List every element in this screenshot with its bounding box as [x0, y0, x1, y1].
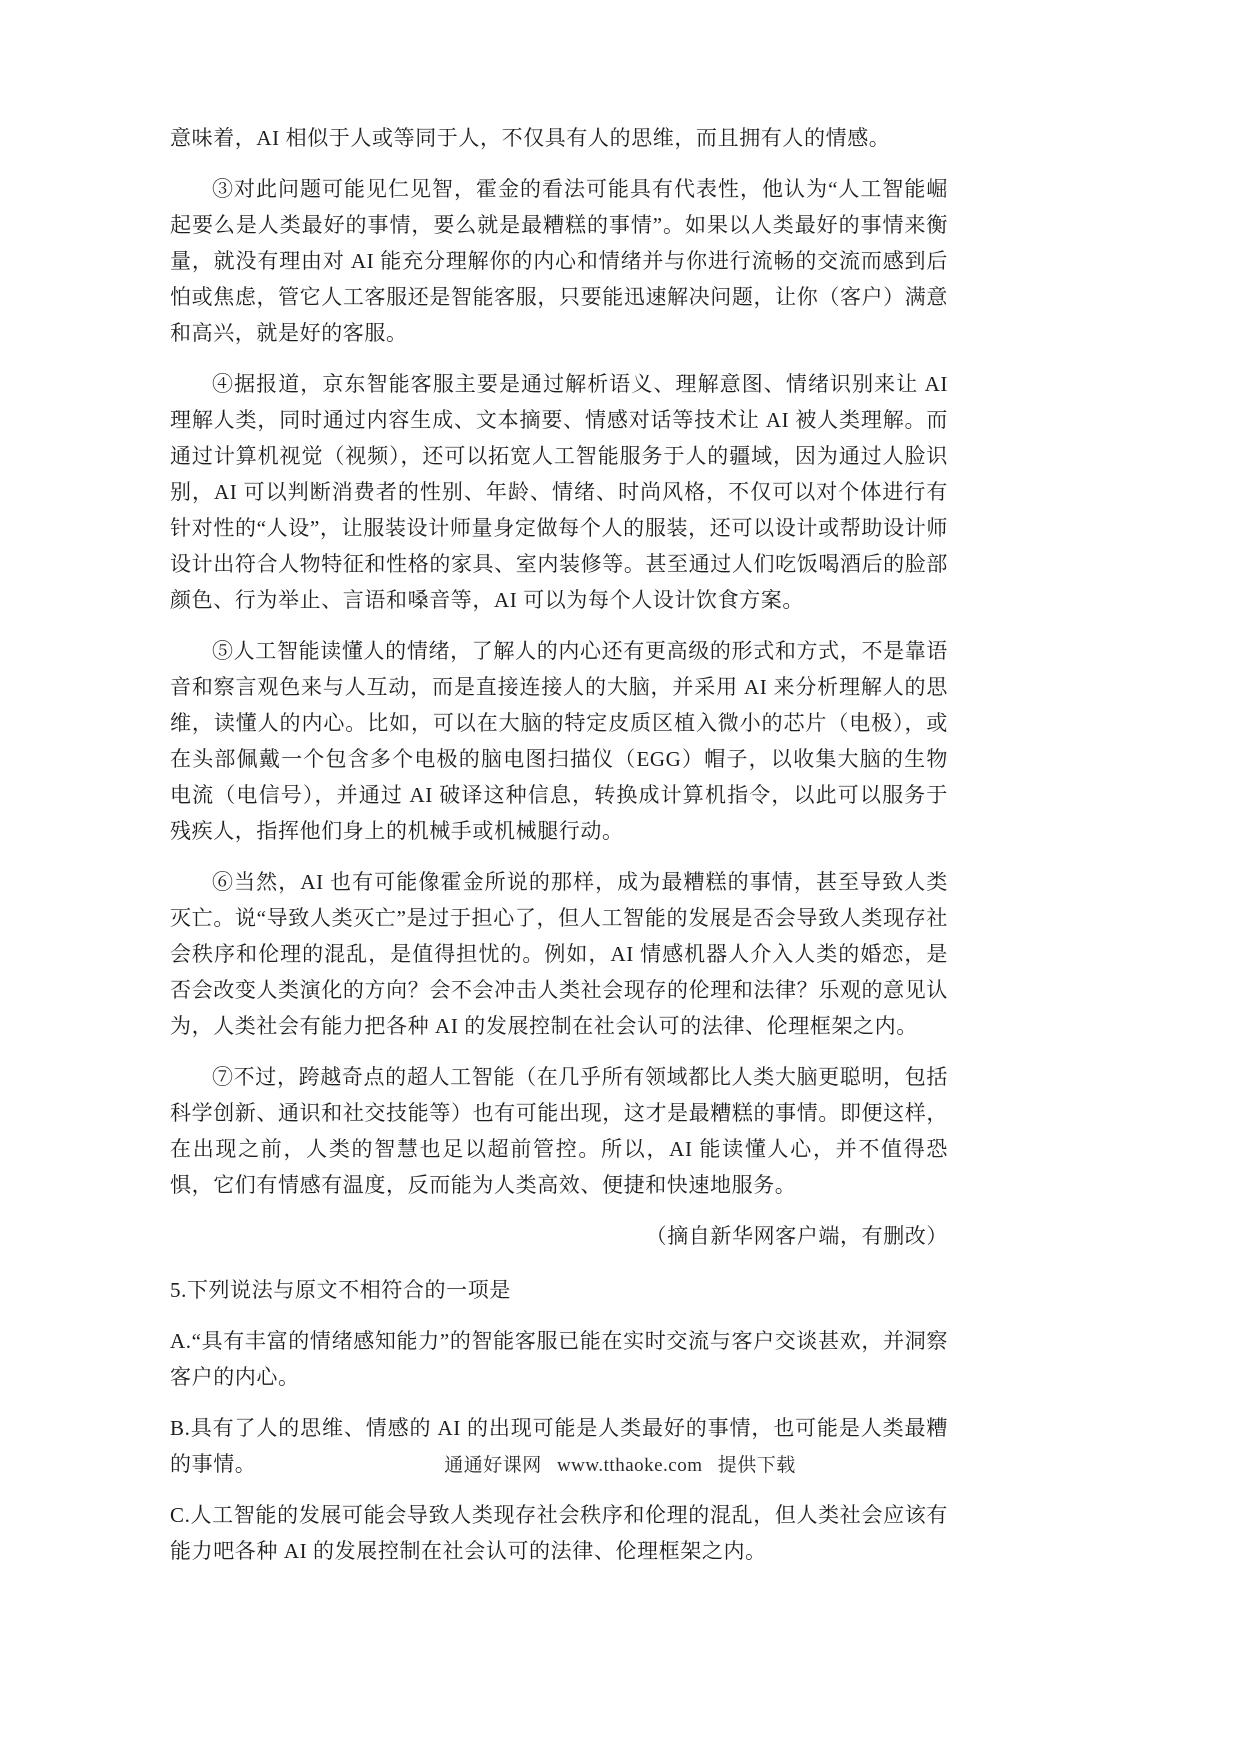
footer-site-name: 通通好课网	[444, 1455, 542, 1476]
passage-paragraph-6: ⑥当然，AI 也有可能像霍金所说的那样，成为最糟糕的事情，甚至导致人类灭亡。说“导致人类灭亡”是过于担心了，但人工智能的发展是否会导致人类现存社会秩序和伦理的混乱，是值得担忧的。例如，AI 情感机器人介入人类的婚恋，是否会改变人类演化的方向？会不会冲击人类社会现存的伦理和法律？乐观的意见认为，人类社会有能力把各种 AI 的发展控制在社会认可的法律、伦理框架之内。	[170, 870, 948, 1038]
passage-paragraph-3: ③对此问题可能见仁见智，霍金的看法可能具有代表性，他认为“人工智能崛起要么是人类最好的事情，要么就是最糟糕的事情”。如果以人类最好的事情来衡量，就没有理由对 AI 能充分理解你的内心和情绪并与你进行流畅的交流而感到后怕或焦虑，管它人工客服还是智能客服，只要能迅速解决问题，让你（客户）满意和高兴，就是好的客服。	[170, 177, 948, 345]
page-footer	[0, 1452, 1240, 1480]
source-attribution: （摘自新华网客户端，有删改）	[645, 1224, 948, 1248]
footer-download-note: 提供下载	[717, 1455, 796, 1476]
question-5-option-b: B.具有了人的思维、情感的 AI 的出现可能是人类最好的事情，也可能是人类最糟的事情。	[170, 1416, 948, 1476]
passage-paragraph-5: ⑤人工智能读懂人的情绪，了解人的内心还有更高级的形式和方式，不是靠语音和察言观色来与人互动，而是直接连接人的大脑，并采用 AI 来分析理解人的思维，读懂人的内心。比如，可以在大脑的特定皮质区植入微小的芯片（电极），或在头部佩戴一个包含多个电极的脑电图扫描仪（EGG）帽子，以收集大脑的生物电流（电信号），并通过 AI 破译这种信息，转换成计算机指令，以此可以服务于残疾人，指挥他们身上的机械手或机械腿行动。	[170, 639, 948, 843]
footer-site-url: www.tthaoke.com	[556, 1455, 703, 1476]
question-5-option-a: A.“具有丰富的情绪感知能力”的智能客服已能在实时交流与客户交谈甚欢，并洞察客户的内心。	[170, 1329, 948, 1389]
reading-passage	[170, 120, 948, 1584]
passage-continuation-line: 意味着，AI 相似于人或等同于人，不仅具有人的思维，而且拥有人的情感。	[170, 126, 891, 150]
question-5-option-c: C.人工智能的发展可能会导致人类现存社会秩序和伦理的混乱，但人类社会应该有能力吧各种 AI 的发展控制在社会认可的法律、伦理框架之内。	[170, 1503, 948, 1563]
passage-paragraph-7: ⑦不过，跨越奇点的超人工智能（在几乎所有领域都比人类大脑更聪明，包括科学创新、通识和社交技能等）也有可能出现，这才是最糟糕的事情。即便这样，在出现之前，人类的智慧也足以超前管控。所以，AI 能读懂人心，并不值得恐惧，它们有情感有温度，反而能为人类高效、便捷和快速地服务。	[170, 1065, 948, 1197]
passage-paragraph-4: ④据报道，京东智能客服主要是通过解析语义、理解意图、情绪识别来让 AI 理解人类，同时通过内容生成、文本摘要、情感对话等技术让 AI 被人类理解。而通过计算机视觉（视频），还可以拓宽人工智能服务于人的疆域，因为通过人脸识别，AI 可以判断消费者的性别、年龄、情绪、时尚风格，不仅可以对个体进行有针对性的“人设”，让服装设计师量身定做每个人的服装，还可以设计或帮助设计师设计出符合人物特征和性格的家具、室内装修等。甚至通过人们吃饭喝酒后的脸部颜色、行为举止、言语和嗓音等，AI 可以为每个人设计饮食方案。	[170, 372, 948, 612]
question-5-stem: 5.下列说法与原文不相符合的一项是	[170, 1278, 511, 1302]
